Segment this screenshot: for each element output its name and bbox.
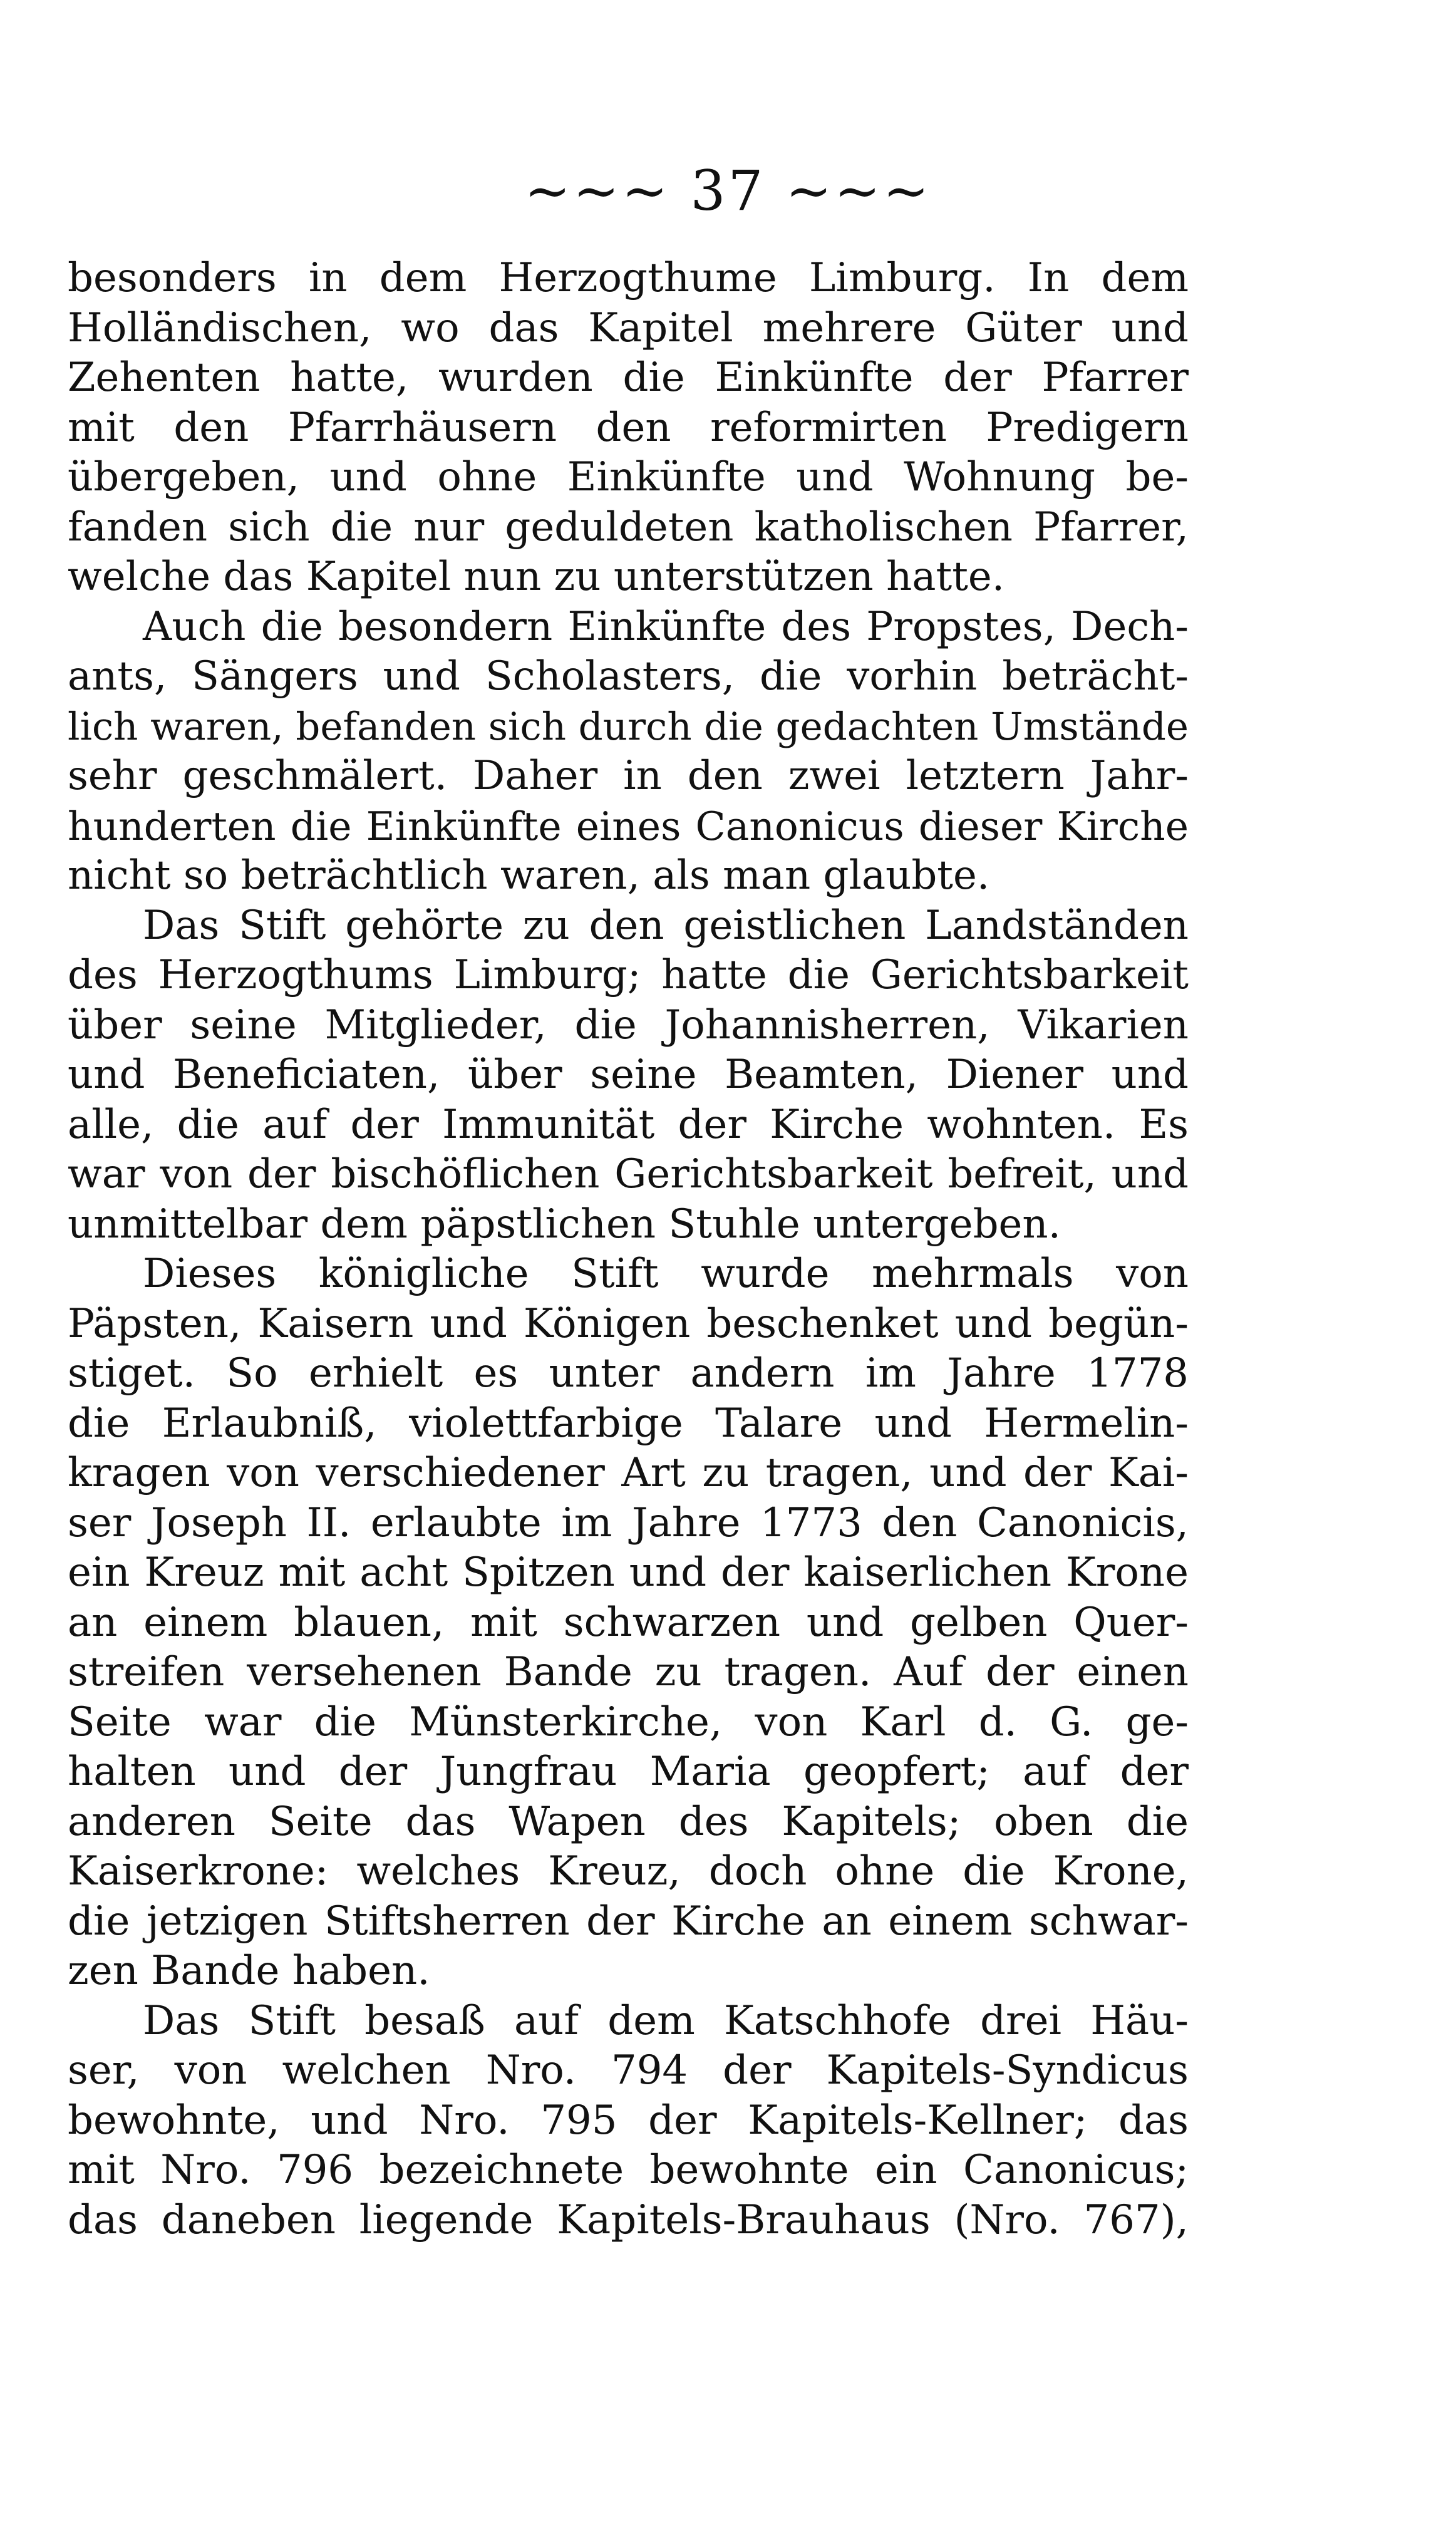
text-line: Päpsten, Kaisern und Königen beschenket und begün-: [68, 1300, 1189, 1347]
text-line: Das Stift gehörte zu den geistlichen Landständen: [143, 902, 1189, 949]
text-line: Dieses königliche Stift wurde mehrmals von: [143, 1251, 1189, 1297]
text-line: des Herzogthums Limburg; hatte die Gerichtsbarkeit: [68, 952, 1189, 998]
text-line: anderen Seite das Wapen des Kapitels; oben die: [68, 1798, 1189, 1845]
page-number-header: ~~~ 37 ~~~: [524, 158, 932, 223]
text-line: war von der bischöflichen Gerichtsbarkeit befreit, und: [68, 1151, 1189, 1197]
text-line: die Erlaubniß, violettfarbige Talare und Hermelin-: [68, 1400, 1189, 1447]
text-line: streifen versehenen Bande zu tragen. Auf der einen: [68, 1649, 1189, 1695]
text-line: sehr geschmälert. Daher in den zwei letztern Jahr-: [68, 753, 1189, 799]
text-line: mit Nro. 796 bezeichnete bewohnte ein Canonicus;: [68, 2147, 1189, 2193]
text-line: und Beneficiaten, über seine Beamten, Diener und: [68, 1052, 1189, 1098]
text-line: Das Stift besaß auf dem Katschhofe drei Häu-: [143, 1997, 1189, 2044]
text-line: an einem blauen, mit schwarzen und gelben Quer-: [68, 1599, 1189, 1646]
text-line: welche das Kapitel nun zu unterstützen hatte.: [68, 554, 1005, 600]
text-line: Auch die besondern Einkünfte des Propstes, Dech-: [143, 603, 1189, 650]
text-line: bewohnte, und Nro. 795 der Kapitels-Kellner; das: [68, 2097, 1189, 2144]
page-body-text: [68, 254, 1189, 2245]
text-line: ein Kreuz mit acht Spitzen und der kaiserlichen Krone: [68, 1549, 1189, 1596]
text-line: Holländischen, wo das Kapitel mehrere Güter und: [68, 304, 1189, 351]
text-line: das daneben liegende Kapitels-Brauhaus (Nro. 767),: [68, 2196, 1189, 2243]
text-line: ser, von welchen Nro. 794 der Kapitels-Syndicus: [68, 2047, 1189, 2094]
text-line: zen Bande haben.: [68, 1948, 430, 1994]
text-line: besonders in dem Herzogthume Limburg. In dem: [68, 255, 1189, 301]
text-line: hunderten die Einkünfte eines Canonicus dieser Kirche: [68, 803, 1189, 849]
text-line: mit den Pfarrhäusern den reformirten Predigern: [68, 404, 1189, 451]
text-line: alle, die auf der Immunität der Kirche wohnten. Es: [68, 1101, 1189, 1148]
text-line: halten und der Jungfrau Maria geopfert; auf der: [68, 1749, 1189, 1795]
text-line: unmittelbar dem päpstlichen Stuhle untergeben.: [68, 1201, 1061, 1248]
text-line: nicht so beträchtlich waren, als man glaubte.: [68, 852, 990, 899]
text-line: Zehenten hatte, wurden die Einkünfte der Pfarrer: [68, 354, 1189, 401]
text-line: Seite war die Münsterkirche, von Karl d. G. ge-: [68, 1698, 1189, 1745]
text-line: lich waren, befanden sich durch die gedachten Umstände: [68, 704, 1189, 749]
text-line: Kaiserkrone: welches Kreuz, doch ohne die Krone,: [68, 1848, 1189, 1894]
text-line: ser Joseph II. erlaubte im Jahre 1773 den Canonicis,: [68, 1499, 1189, 1546]
text-line: kragen von verschiedener Art zu tragen, und der Kai-: [68, 1450, 1189, 1496]
text-line: fanden sich die nur geduldeten katholischen Pfarrer,: [68, 504, 1189, 550]
text-line: übergeben, und ohne Einkünfte und Wohnung be-: [68, 454, 1189, 500]
text-line: über seine Mitglieder, die Johannisherren, Vikarien: [68, 1001, 1189, 1048]
text-line: die jetzigen Stiftsherren der Kirche an einem schwar-: [68, 1898, 1189, 1945]
text-line: ants, Sängers und Scholasters, die vorhin beträcht-: [68, 653, 1189, 700]
text-line: stiget. So erhielt es unter andern im Jahre 1778: [68, 1350, 1189, 1397]
